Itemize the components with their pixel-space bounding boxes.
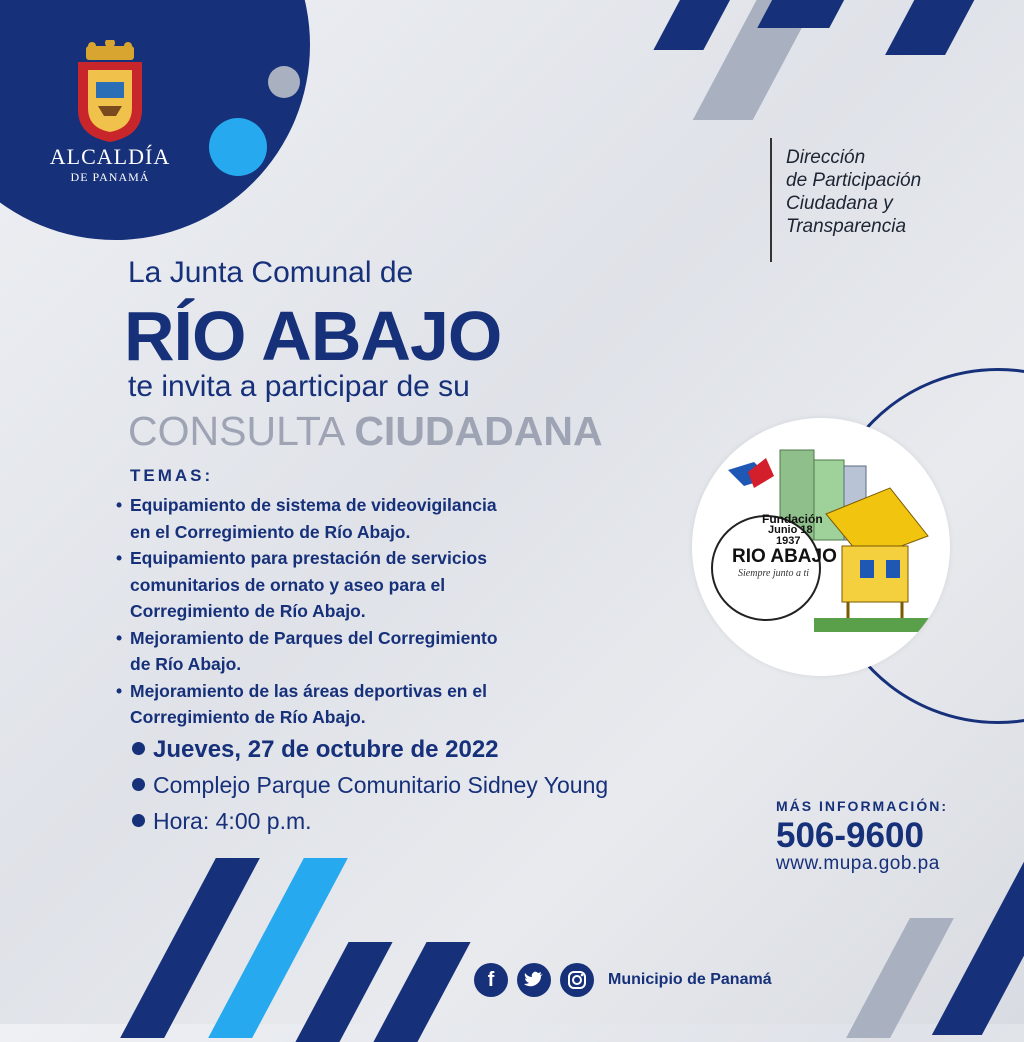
event-date-text: Jueves, 27 de octubre de 2022 bbox=[153, 736, 499, 763]
bullet-icon bbox=[132, 742, 145, 755]
coat-of-arms-icon bbox=[40, 40, 180, 144]
topic-line: • Equipamiento para prestación de servicios bbox=[130, 548, 487, 568]
event-place bbox=[132, 772, 732, 799]
emblem-motto: Siempre junto a ti bbox=[738, 568, 810, 579]
logo-title: ALCALDÍA bbox=[49, 144, 171, 169]
stripe-bottom-5 bbox=[846, 918, 954, 1038]
rio-abajo-emblem bbox=[692, 418, 950, 676]
direction-line: Ciudadana y bbox=[786, 193, 893, 214]
stripe-top-4 bbox=[885, 0, 985, 55]
stripe-top-3 bbox=[757, 0, 855, 28]
more-info-label: MÁS INFORMACIÓN: bbox=[776, 798, 948, 814]
topics-list bbox=[114, 492, 634, 731]
bullet-icon bbox=[132, 814, 145, 827]
direction-line: Dirección bbox=[786, 147, 866, 168]
event-place-text: Complejo Parque Comunitario Sidney Young bbox=[153, 772, 609, 798]
topic-line: de Río Abajo. bbox=[130, 654, 242, 674]
headline-line-3: te invita a participar de su bbox=[128, 370, 470, 403]
stripe-top-1 bbox=[653, 0, 740, 50]
topics-heading: TEMAS: bbox=[130, 466, 214, 485]
logo-subtitle: DE PANAMÁ bbox=[70, 170, 150, 184]
topic-line: en el Corregimiento de Río Abajo. bbox=[130, 521, 411, 542]
topic-line: • Equipamiento de sistema de videovigilancia bbox=[130, 495, 497, 515]
headline-line-4 bbox=[128, 408, 603, 455]
direction-divider bbox=[770, 138, 772, 262]
social-handle: Municipio de Panamá bbox=[608, 971, 772, 988]
alcaldia-logo bbox=[40, 40, 180, 200]
twitter-icon[interactable] bbox=[517, 963, 551, 997]
topic-item bbox=[114, 678, 634, 731]
emblem-line-2: Junio 18 bbox=[768, 524, 813, 536]
bullet-icon bbox=[132, 778, 145, 791]
facebook-icon[interactable]: f bbox=[474, 963, 508, 997]
topic-line: Corregimiento de Río Abajo. bbox=[130, 707, 366, 727]
gray-dot bbox=[268, 66, 300, 98]
website-link[interactable]: www.mupa.gob.pa bbox=[776, 853, 940, 874]
topic-line: Corregimiento de Río Abajo. bbox=[130, 601, 366, 621]
direction-line: de Participación bbox=[786, 170, 922, 191]
topic-line: comunitarios de ornato y aseo para el bbox=[130, 574, 446, 595]
event-time-text: Hora: 4:00 p.m. bbox=[153, 808, 312, 834]
topic-item bbox=[114, 625, 634, 678]
instagram-icon[interactable] bbox=[560, 963, 594, 997]
event-time bbox=[132, 808, 732, 835]
headline-line-1: La Junta Comunal de bbox=[128, 256, 414, 289]
stripe-bottom-6 bbox=[932, 835, 1024, 1035]
consulta-text: CONSULTA bbox=[128, 408, 343, 454]
topic-line: • Mejoramiento de Parques del Corregimiento bbox=[130, 627, 498, 648]
topic-item bbox=[114, 545, 634, 625]
topic-line: • Mejoramiento de las áreas deportivas en el bbox=[130, 680, 487, 701]
phone-number[interactable]: 506-9600 bbox=[776, 816, 924, 855]
direction-block bbox=[786, 146, 921, 238]
ciudadana-text: CIUDADANA bbox=[354, 408, 603, 454]
event-date bbox=[132, 736, 732, 764]
stripe-bottom-3 bbox=[295, 942, 392, 1042]
blue-dot bbox=[209, 118, 267, 176]
headline-title: RÍO ABAJO bbox=[124, 297, 502, 375]
direction-line: Transparencia bbox=[786, 216, 907, 237]
stripe-bottom-4 bbox=[373, 942, 470, 1042]
emblem-line-1: Fundación bbox=[762, 512, 823, 526]
emblem-name: RIO ABAJO bbox=[732, 546, 837, 567]
topic-item bbox=[114, 492, 634, 545]
emblem-line-3: 1937 bbox=[776, 535, 801, 547]
